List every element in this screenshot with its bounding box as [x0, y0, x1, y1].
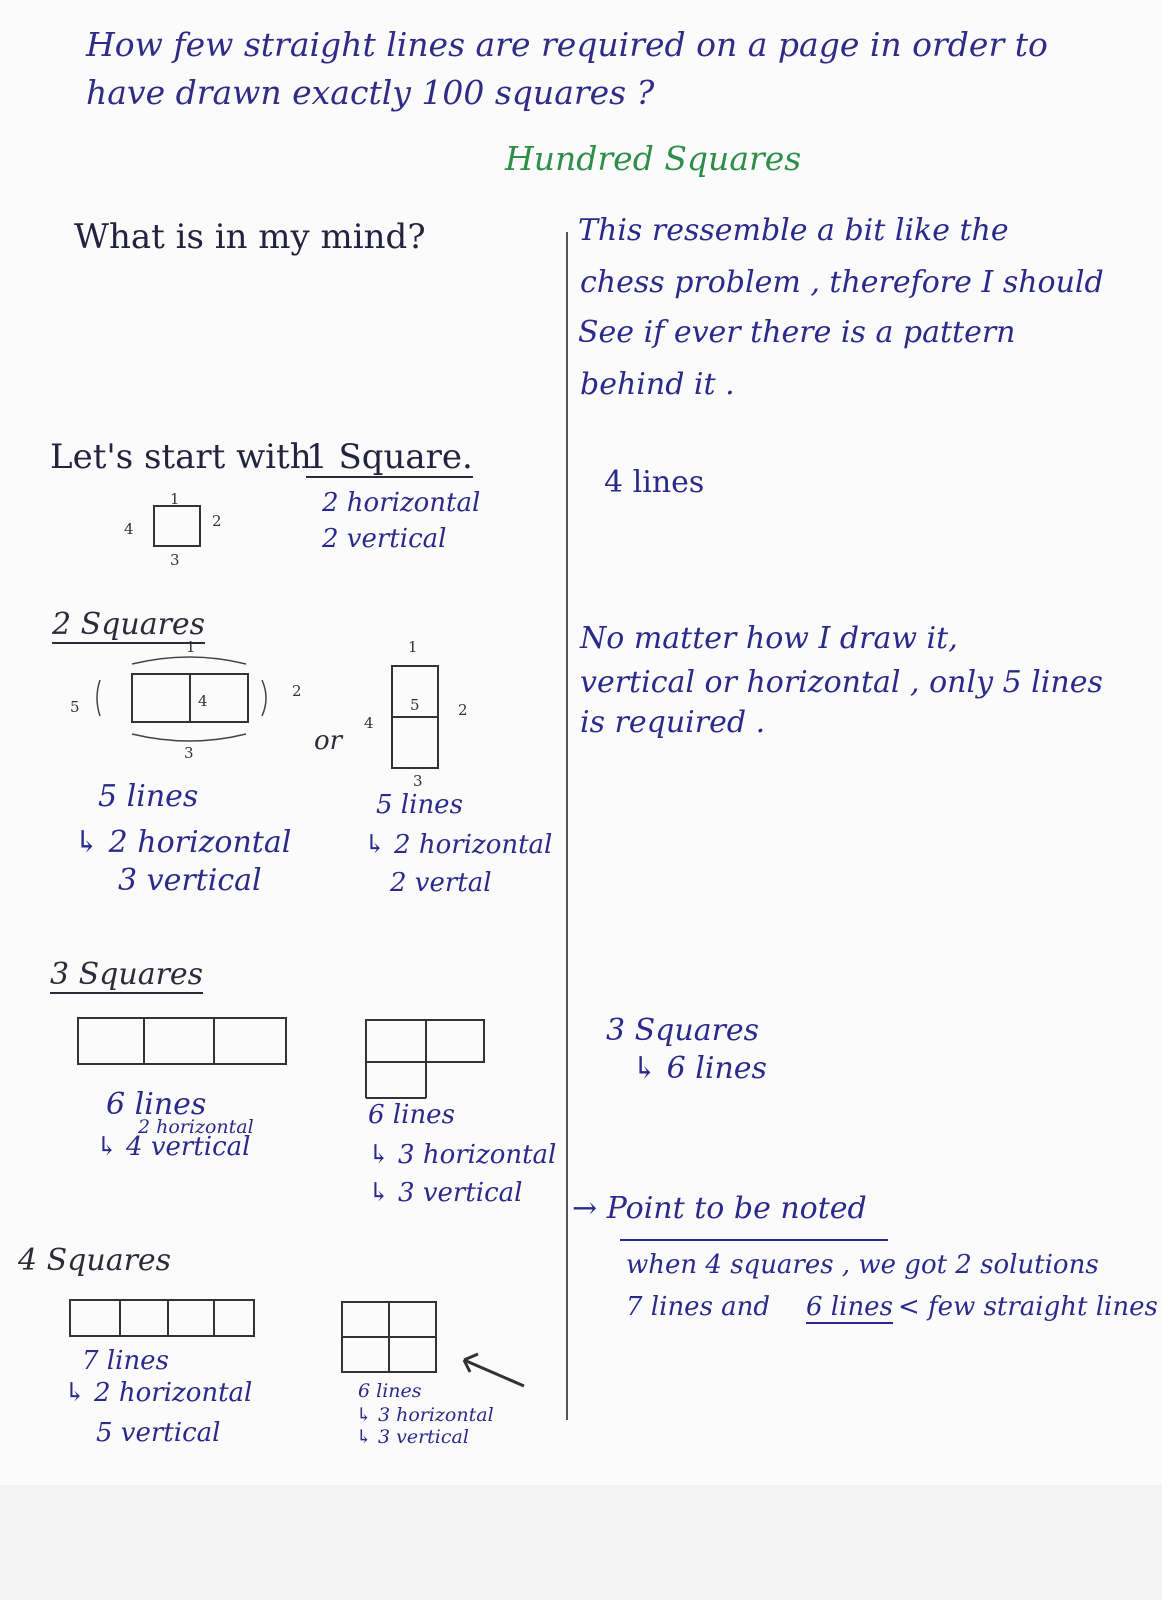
intro-line-1: This ressemble a bit like the — [578, 213, 1009, 248]
two-sq-b-label-4: 4 — [364, 714, 374, 732]
two-sq-b-vertical: 2 vertal — [390, 868, 492, 898]
two-sq-b-label-5: 5 — [410, 696, 420, 714]
two-sq-a-label-1: 1 — [186, 638, 196, 656]
point-line-1: when 4 squares , we got 2 solutions — [626, 1250, 1099, 1280]
three-sq-result-lines: ↳ 6 lines — [632, 1051, 767, 1086]
arrow-icon — [464, 1360, 524, 1386]
three-sq-a-total: 6 lines — [106, 1087, 207, 1122]
two-sq-b-label-2: 2 — [458, 701, 468, 719]
two-sq-b-label-3: 3 — [413, 772, 423, 790]
three-squares-row-sketch — [78, 1018, 286, 1064]
four-squares-heading: 4 Squares — [18, 1243, 172, 1278]
intro-line-3: See if ever there is a pattern — [578, 315, 1016, 350]
four-sq-b-total: 6 lines — [358, 1380, 422, 1402]
one-square-result: 4 lines — [604, 465, 705, 500]
two-sq-a-label-5: 5 — [70, 698, 80, 716]
page-bottom-margin — [0, 1485, 1162, 1600]
or-label: or — [314, 726, 343, 756]
one-sq-note-1: 2 horizontal — [322, 488, 481, 518]
start-text: Let's start with — [50, 437, 312, 477]
two-sq-note-3: is required . — [580, 705, 766, 740]
start-underlined: 1 Square. — [306, 437, 473, 477]
point-line-2a: 7 lines and — [626, 1292, 771, 1322]
two-squares-horizontal-sketch — [132, 674, 248, 722]
three-sq-b-vertical: ↳ 3 vertical — [368, 1178, 523, 1208]
three-squares-heading: 3 Squares — [50, 957, 204, 992]
two-sq-b-label-1: 1 — [408, 638, 418, 656]
four-sq-a-horizontal: ↳ 2 horizontal — [64, 1378, 253, 1408]
question-line-2: have drawn exactly 100 squares ? — [86, 73, 655, 112]
three-squares-l-sketch — [366, 1020, 484, 1062]
two-sq-a-total: 5 lines — [98, 779, 199, 814]
three-sq-b-total: 6 lines — [368, 1100, 455, 1130]
four-sq-b-horizontal: ↳ 3 horizontal — [356, 1404, 494, 1426]
point-line-2c: < few straight lines — [898, 1292, 1158, 1322]
left-heading: What is in my mind? — [74, 217, 426, 257]
three-sq-a-horizontal: 2 horizontal — [138, 1116, 254, 1138]
column-divider — [566, 232, 568, 1420]
four-sq-a-total: 7 lines — [82, 1346, 169, 1376]
two-squares-heading: 2 Squares — [52, 607, 206, 642]
point-heading: → Point to be noted — [572, 1191, 867, 1226]
two-sq-a-horizontal: ↳ 2 horizontal — [74, 825, 292, 860]
four-sq-b-vertical: ↳ 3 vertical — [356, 1426, 469, 1448]
intro-line-2: chess problem , therefore I should — [580, 265, 1104, 300]
four-squares-row-sketch — [70, 1300, 254, 1336]
question-line-1: How few straight lines are required on a page in order to — [86, 25, 1048, 64]
two-squares-vertical-sketch — [392, 666, 438, 768]
two-sq-b-horizontal: ↳ 2 horizontal — [364, 830, 553, 860]
one-square-sketch — [154, 506, 200, 546]
one-sq-note-2: 2 vertical — [322, 524, 447, 554]
point-line-2b: 6 lines — [806, 1292, 893, 1322]
one-sq-label-2: 2 — [212, 512, 222, 530]
page-title: Hundred Squares — [505, 139, 802, 178]
two-sq-a-label-4: 4 — [198, 692, 208, 710]
three-sq-result: 3 Squares — [606, 1013, 760, 1048]
intro-line-4: behind it . — [580, 367, 735, 402]
one-sq-label-3: 3 — [170, 551, 180, 569]
two-sq-b-total: 5 lines — [376, 790, 463, 820]
one-sq-label-4: 4 — [124, 520, 134, 538]
two-sq-a-label-3: 3 — [184, 744, 194, 762]
two-sq-note-2: vertical or horizontal , only 5 lines — [580, 665, 1103, 700]
four-sq-a-vertical: 5 vertical — [96, 1418, 221, 1448]
one-sq-label-1: 1 — [170, 490, 180, 508]
two-sq-a-vertical: 3 vertical — [118, 863, 262, 898]
two-sq-note-1: No matter how I draw it, — [580, 621, 958, 656]
three-sq-b-horizontal: ↳ 3 horizontal — [368, 1140, 557, 1170]
two-sq-a-label-2: 2 — [292, 682, 302, 700]
three-sq-a-vertical: ↳ 4 vertical — [96, 1132, 251, 1162]
four-squares-grid-sketch — [342, 1302, 436, 1372]
